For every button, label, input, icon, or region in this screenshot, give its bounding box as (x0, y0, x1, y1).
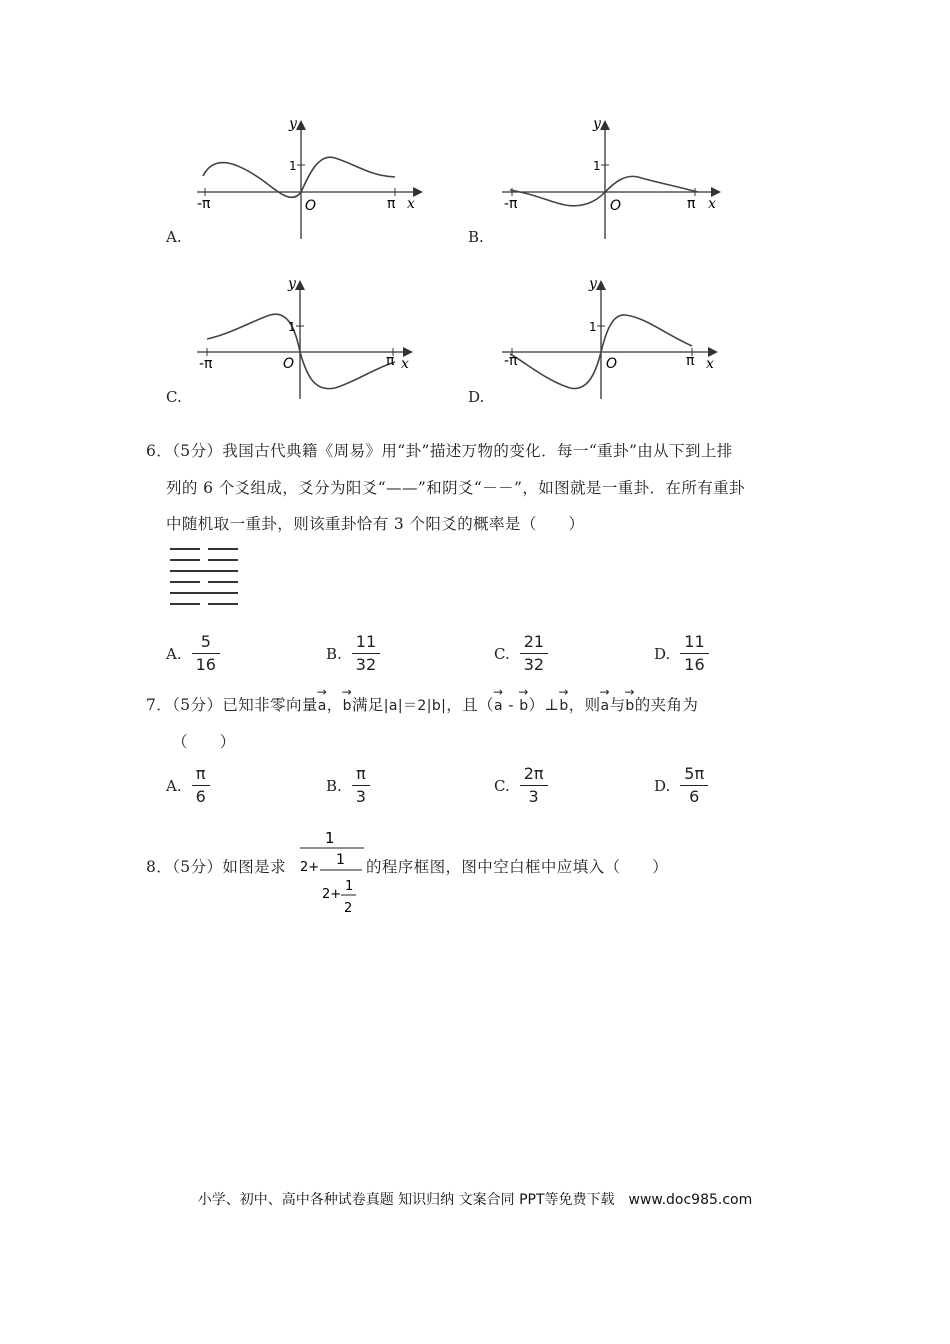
yang-line (170, 570, 238, 572)
vector-b: → b (519, 698, 528, 714)
numerator: 5 (200, 632, 211, 651)
q6-option-b[interactable] (326, 633, 380, 674)
y-axis-label: y (288, 276, 296, 292)
q7-option-c[interactable] (494, 765, 548, 806)
neg-pi-label: -π (504, 196, 518, 212)
denominator: 6 (195, 787, 206, 806)
yang-line (170, 592, 238, 594)
option-letter: D. (654, 644, 671, 663)
cf-one-mid: 1 (336, 852, 345, 868)
y-axis-label: y (593, 116, 601, 132)
q6-option-d[interactable] (654, 633, 709, 674)
numerator: 11 (355, 632, 377, 651)
denominator: 32 (523, 655, 545, 674)
pi-label: π (386, 353, 395, 369)
q7-option-b[interactable] (326, 765, 370, 806)
q7-minus: - (502, 696, 520, 714)
graph-c-label: C. (166, 388, 182, 406)
cf-two-b: 2+ (322, 887, 342, 902)
q7-option-a[interactable] (166, 765, 210, 806)
pi-label: π (387, 196, 396, 212)
graph-d-label: D. (468, 388, 485, 406)
q7-line2: （ ） (172, 733, 236, 751)
neg-pi-label: -π (504, 353, 518, 369)
q8-prefix: 8．（5分）如图是求 (146, 858, 286, 876)
q7-perp: ）⊥ (528, 696, 560, 714)
q7-and: ，且（ (446, 696, 494, 714)
yin-line (170, 581, 238, 583)
denominator: 3 (355, 787, 366, 806)
x-axis-label: x (407, 196, 415, 212)
denominator: 16 (195, 655, 216, 674)
origin-label: O (305, 198, 317, 214)
pi-label: π (686, 353, 695, 369)
q6-option-a[interactable] (166, 633, 220, 674)
one-label: 1 (288, 320, 296, 334)
option-letter: D. (654, 776, 671, 795)
cf-one-top: 1 (325, 829, 335, 847)
vector-a: → a (318, 698, 327, 714)
vector-a: → a (601, 698, 610, 714)
option-letter: B. (326, 644, 342, 663)
q8-suffix: 的程序框图，图中空白框中应填入（ ） (366, 858, 669, 876)
neg-pi-label: -π (197, 196, 211, 212)
vector-b: → b (559, 698, 568, 714)
x-axis-label: x (401, 356, 409, 372)
numerator: π (195, 764, 206, 783)
denominator: 32 (355, 655, 377, 674)
numerator: 11 (684, 632, 705, 651)
graph-b (500, 112, 730, 242)
one-label: 1 (289, 159, 297, 173)
denominator: 3 (528, 787, 539, 806)
vector-b: → b (343, 698, 352, 714)
option-letter: C. (494, 776, 510, 795)
q7-abs-eq: |a|＝2|b| (383, 698, 447, 714)
graph-d (500, 272, 730, 402)
option-letter: B. (326, 776, 342, 795)
graph-a (195, 112, 425, 242)
q6-option-c[interactable] (494, 633, 548, 674)
q6-line3: 中随机取一重卦，则该重卦恰有 3 个阳爻的概率是（ ） (166, 515, 585, 533)
yin-line (170, 548, 238, 550)
x-axis-label: x (706, 356, 714, 372)
numerator: 5π (684, 764, 705, 783)
numerator: 21 (523, 632, 545, 651)
y-axis-label: y (289, 116, 297, 132)
y-axis-label: y (589, 276, 597, 292)
cf-two-c: 2 (344, 901, 353, 916)
origin-label: O (606, 356, 618, 372)
graph-c (195, 272, 425, 402)
q6-line1: 6．（5分）我国古代典籍《周易》用“卦”描述万物的变化．每一“重卦”由从下到上排 (146, 442, 733, 460)
q7-comma: ， (326, 696, 343, 714)
q7-angle: 的夹角为 (634, 696, 699, 714)
vector-a: → a (494, 698, 503, 714)
footer-banner: 小学、初中、高中各种试卷真题 知识归纳 文案合同 PPT等免费下载 www.doc985.com (197, 1192, 753, 1208)
neg-pi-label: -π (199, 356, 213, 372)
q7-prefix: 7．（5分）已知非零向量 (146, 696, 318, 714)
cf-two-a: 2+ (300, 860, 320, 875)
numerator: 2π (523, 764, 544, 783)
vector-b: → b (625, 698, 634, 714)
graph-a-label: A. (166, 228, 182, 246)
one-label: 1 (589, 320, 597, 334)
denominator: 16 (684, 655, 705, 674)
one-label: 1 (593, 159, 601, 173)
q6-line2: 列的 6 个爻组成，爻分为阳爻“——”和阴爻“－－”，如图就是一重卦．在所有重卦 (166, 479, 745, 497)
q7-satisfy: 满足 (351, 696, 384, 714)
yin-line (170, 603, 238, 605)
option-letter: C. (494, 644, 510, 663)
origin-label: O (283, 356, 295, 372)
denominator: 6 (689, 787, 700, 806)
q7-then: ，则 (568, 696, 601, 714)
q7-option-d[interactable] (654, 765, 708, 806)
yin-line (170, 559, 238, 561)
origin-label: O (610, 198, 622, 214)
hexagram-figure (170, 548, 238, 614)
numerator: π (356, 764, 366, 783)
graph-b-label: B. (468, 228, 484, 246)
option-letter: A. (166, 776, 182, 795)
option-letter: A. (166, 644, 182, 663)
continued-fraction (298, 826, 368, 922)
cf-one-bot: 1 (345, 879, 354, 894)
pi-label: π (687, 196, 696, 212)
q7-with: 与 (609, 696, 626, 714)
x-axis-label: x (708, 196, 716, 212)
q7-line1 (146, 693, 698, 715)
